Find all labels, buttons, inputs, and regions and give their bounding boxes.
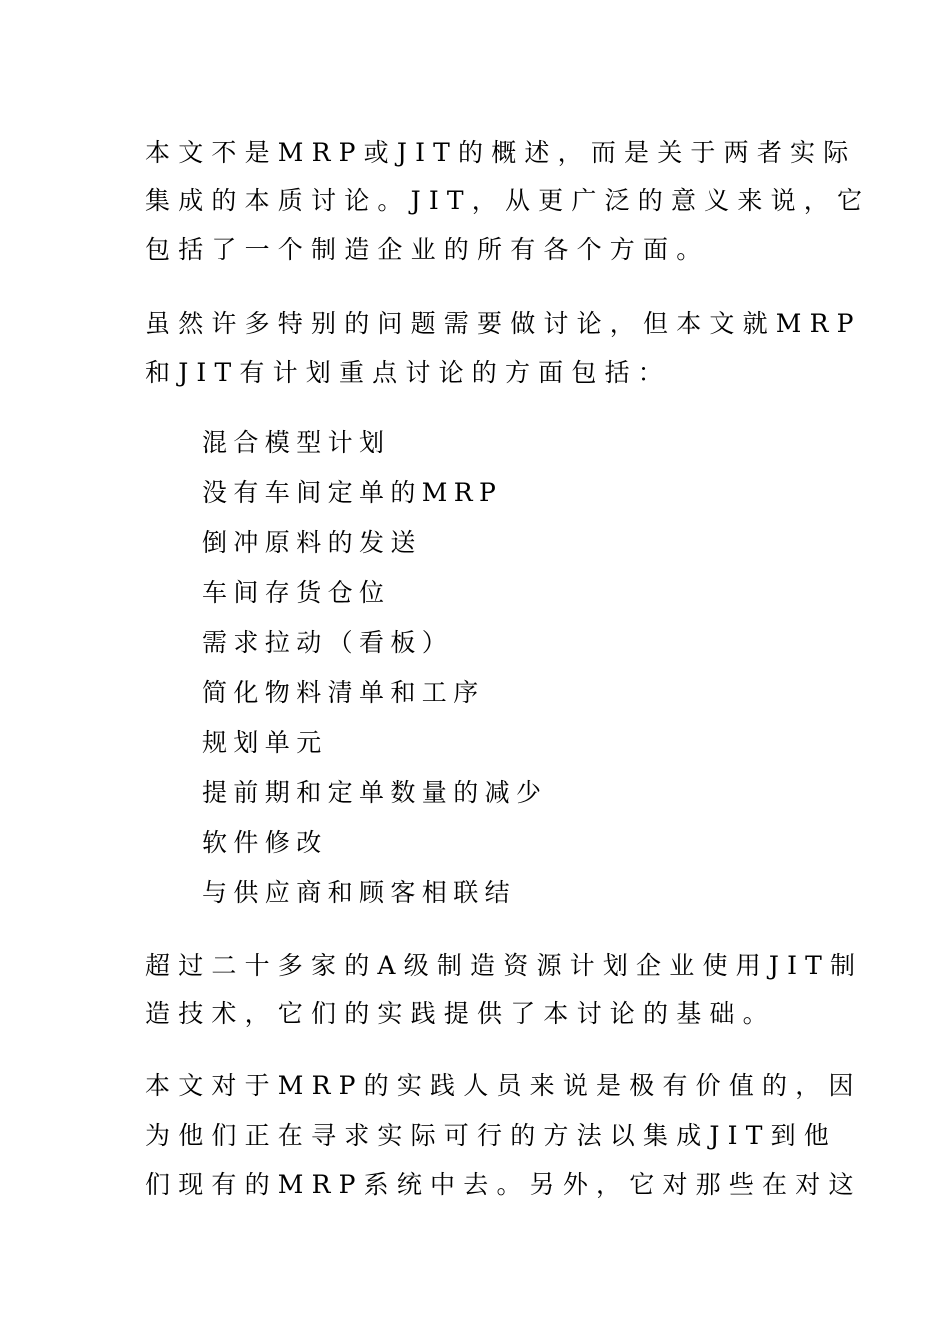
text-line: 为他们正在寻求实际可行的方法以集成JIT到他 bbox=[145, 1121, 837, 1150]
text-line: 集成的本质讨论。JIT，从更广泛的意义来说，它 bbox=[145, 186, 871, 215]
list-item: 与供应商和顾客相联结 bbox=[202, 878, 517, 907]
list-item: 提前期和定单数量的减少 bbox=[202, 778, 548, 807]
list-item: 没有车间定单的MRP bbox=[202, 478, 503, 507]
list-item: 规划单元 bbox=[202, 728, 328, 757]
text-line: 和JIT有计划重点讨论的方面包括： bbox=[145, 358, 671, 387]
text-line: 造技术，它们的实践提供了本讨论的基础。 bbox=[145, 999, 776, 1028]
text-line: 本文对于MRP的实践人员来说是极有价值的，因 bbox=[145, 1071, 862, 1100]
text-line: 本文不是MRP或JIT的概述，而是关于两者实际 bbox=[145, 138, 857, 167]
list-item: 车间存货仓位 bbox=[202, 578, 391, 607]
list-item: 简化物料清单和工序 bbox=[202, 678, 485, 707]
text-line: 超过二十多家的A级制造资源计划企业使用JIT制 bbox=[145, 951, 864, 980]
list-item: 软件修改 bbox=[202, 828, 328, 857]
list-item: 需求拉动（看板） bbox=[202, 628, 454, 657]
text-line: 包括了一个制造企业的所有各个方面。 bbox=[145, 235, 710, 264]
list-item: 混合模型计划 bbox=[202, 428, 391, 457]
text-line: 们现有的MRP系统中去。另外，它对那些在对这 bbox=[145, 1170, 862, 1199]
list-item: 倒冲原料的发送 bbox=[202, 528, 422, 557]
text-line: 虽然许多特别的问题需要做讨论，但本文就MRP bbox=[145, 309, 862, 338]
